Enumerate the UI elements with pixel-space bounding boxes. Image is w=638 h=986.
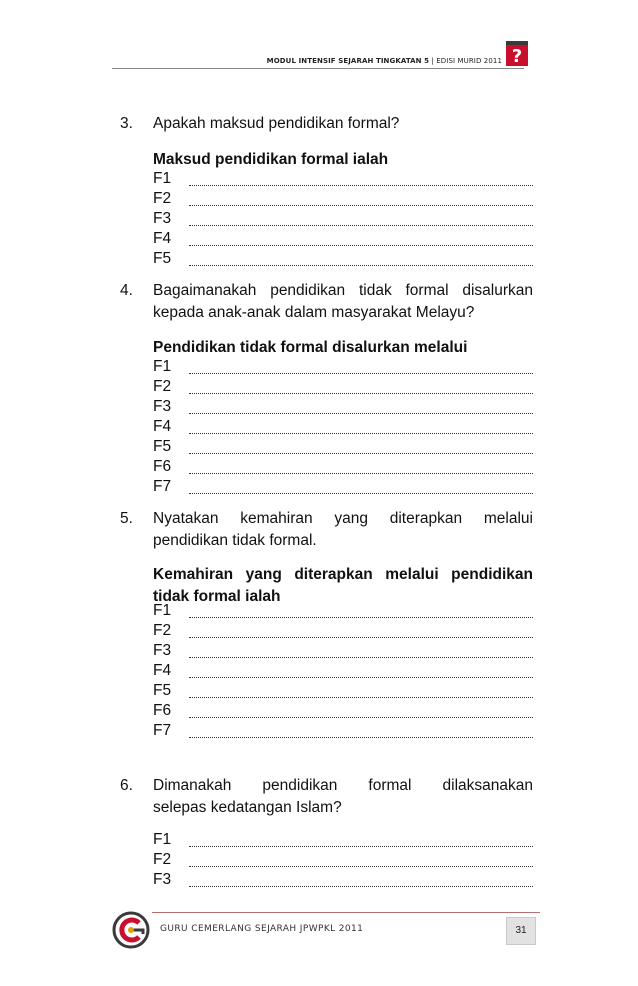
point-label: F6 xyxy=(153,458,172,475)
answer-heading xyxy=(153,337,533,359)
question-text-line: Bagaimanakah pendidikan tidak formal disalurkan xyxy=(153,282,533,299)
answer-heading-line: Kemahiran yang diterapkan melalui pendidikan xyxy=(153,566,533,583)
answer-row[interactable] xyxy=(153,661,533,681)
question-text-line: kepada anak-anak dalam masyarakat Melayu? xyxy=(153,304,475,321)
question-text xyxy=(153,113,533,135)
answer-lines xyxy=(153,830,533,890)
point-label: F1 xyxy=(153,602,172,619)
dotted-answer-line xyxy=(189,205,533,206)
dotted-answer-line xyxy=(189,245,533,246)
answer-row[interactable] xyxy=(153,870,533,890)
running-header xyxy=(200,57,502,65)
question-number: 6. xyxy=(120,777,133,794)
point-label: F2 xyxy=(153,622,172,639)
answer-heading xyxy=(153,149,533,171)
point-label: F4 xyxy=(153,230,172,247)
dotted-answer-line xyxy=(189,737,533,738)
question-text xyxy=(153,508,533,552)
answer-heading-line: tidak formal ialah xyxy=(153,588,281,605)
svg-text:?: ? xyxy=(511,46,523,66)
point-label: F5 xyxy=(153,438,172,455)
point-label: F7 xyxy=(153,722,172,739)
answer-heading-line: Maksud pendidikan formal ialah xyxy=(153,151,389,168)
answer-row[interactable] xyxy=(153,249,533,269)
answer-row[interactable] xyxy=(153,477,533,497)
answer-row[interactable] xyxy=(153,229,533,249)
dotted-answer-line xyxy=(189,265,533,266)
answer-row[interactable] xyxy=(153,621,533,641)
point-label: F1 xyxy=(153,170,172,187)
answer-row[interactable] xyxy=(153,209,533,229)
answer-row[interactable] xyxy=(153,397,533,417)
point-label: F3 xyxy=(153,642,172,659)
footer-text: GURU CEMERLANG SEJARAH JPWPKL 2011 xyxy=(160,924,364,934)
answer-row[interactable] xyxy=(153,357,533,377)
dotted-answer-line xyxy=(189,393,533,394)
point-label: F4 xyxy=(153,662,172,679)
answer-row[interactable] xyxy=(153,830,533,850)
header-edition: EDISI MURID 2011 xyxy=(436,57,502,65)
question-number: 4. xyxy=(120,282,133,299)
answer-row[interactable] xyxy=(153,169,533,189)
question-text-line: Apakah maksud pendidikan formal? xyxy=(153,115,400,132)
header-title: MODUL INTENSIF SEJARAH TINGKATAN 5 xyxy=(266,57,430,65)
dotted-answer-line xyxy=(189,846,533,847)
answer-row[interactable] xyxy=(153,641,533,661)
dotted-answer-line xyxy=(189,866,533,867)
answer-row[interactable] xyxy=(153,681,533,701)
dotted-answer-line xyxy=(189,373,533,374)
dotted-answer-line xyxy=(189,493,533,494)
answer-lines xyxy=(153,601,533,741)
answer-row[interactable] xyxy=(153,189,533,209)
answer-row[interactable] xyxy=(153,377,533,397)
dotted-answer-line xyxy=(189,697,533,698)
dotted-answer-line xyxy=(189,225,533,226)
dotted-answer-line xyxy=(189,433,533,434)
question-number: 5. xyxy=(120,510,133,527)
answer-row[interactable] xyxy=(153,701,533,721)
question-number: 3. xyxy=(120,115,133,132)
answer-row[interactable] xyxy=(153,437,533,457)
question-text xyxy=(153,280,533,324)
answer-row[interactable] xyxy=(153,850,533,870)
footer-rule xyxy=(152,912,540,913)
answer-row[interactable] xyxy=(153,721,533,741)
question-mark-icon xyxy=(506,41,528,66)
answer-row[interactable] xyxy=(153,417,533,437)
answer-lines xyxy=(153,169,533,269)
point-label: F4 xyxy=(153,418,172,435)
answer-row[interactable] xyxy=(153,601,533,621)
dotted-answer-line xyxy=(189,617,533,618)
dotted-answer-line xyxy=(189,413,533,414)
answer-row[interactable] xyxy=(153,457,533,477)
question-text xyxy=(153,775,533,819)
dotted-answer-line xyxy=(189,677,533,678)
point-label: F1 xyxy=(153,831,172,848)
point-label: F5 xyxy=(153,250,172,267)
dotted-answer-line xyxy=(189,637,533,638)
header-rule xyxy=(112,68,524,69)
dotted-answer-line xyxy=(189,717,533,718)
point-label: F3 xyxy=(153,871,172,888)
dotted-answer-line xyxy=(189,886,533,887)
point-label: F2 xyxy=(153,378,172,395)
point-label: F5 xyxy=(153,682,172,699)
header-separator: | xyxy=(429,57,437,65)
dotted-answer-line xyxy=(189,657,533,658)
question-text-line: Nyatakan kemahiran yang diterapkan melalui xyxy=(153,510,533,527)
school-emblem-icon xyxy=(112,911,150,949)
point-label: F3 xyxy=(153,210,172,227)
point-label: F2 xyxy=(153,190,172,207)
point-label: F6 xyxy=(153,702,172,719)
question-text-line: Dimanakah pendidikan formal dilaksanakan xyxy=(153,777,533,794)
dotted-answer-line xyxy=(189,185,533,186)
point-label: F2 xyxy=(153,851,172,868)
question-text-line: pendidikan tidak formal. xyxy=(153,532,317,549)
point-label: F1 xyxy=(153,358,172,375)
question-text-line: selepas kedatangan Islam? xyxy=(153,799,342,816)
point-label: F3 xyxy=(153,398,172,415)
answer-lines xyxy=(153,357,533,497)
page-number: 31 xyxy=(506,917,536,945)
point-label: F7 xyxy=(153,478,172,495)
answer-heading-line: Pendidikan tidak formal disalurkan melalui xyxy=(153,339,468,356)
dotted-answer-line xyxy=(189,453,533,454)
dotted-answer-line xyxy=(189,473,533,474)
